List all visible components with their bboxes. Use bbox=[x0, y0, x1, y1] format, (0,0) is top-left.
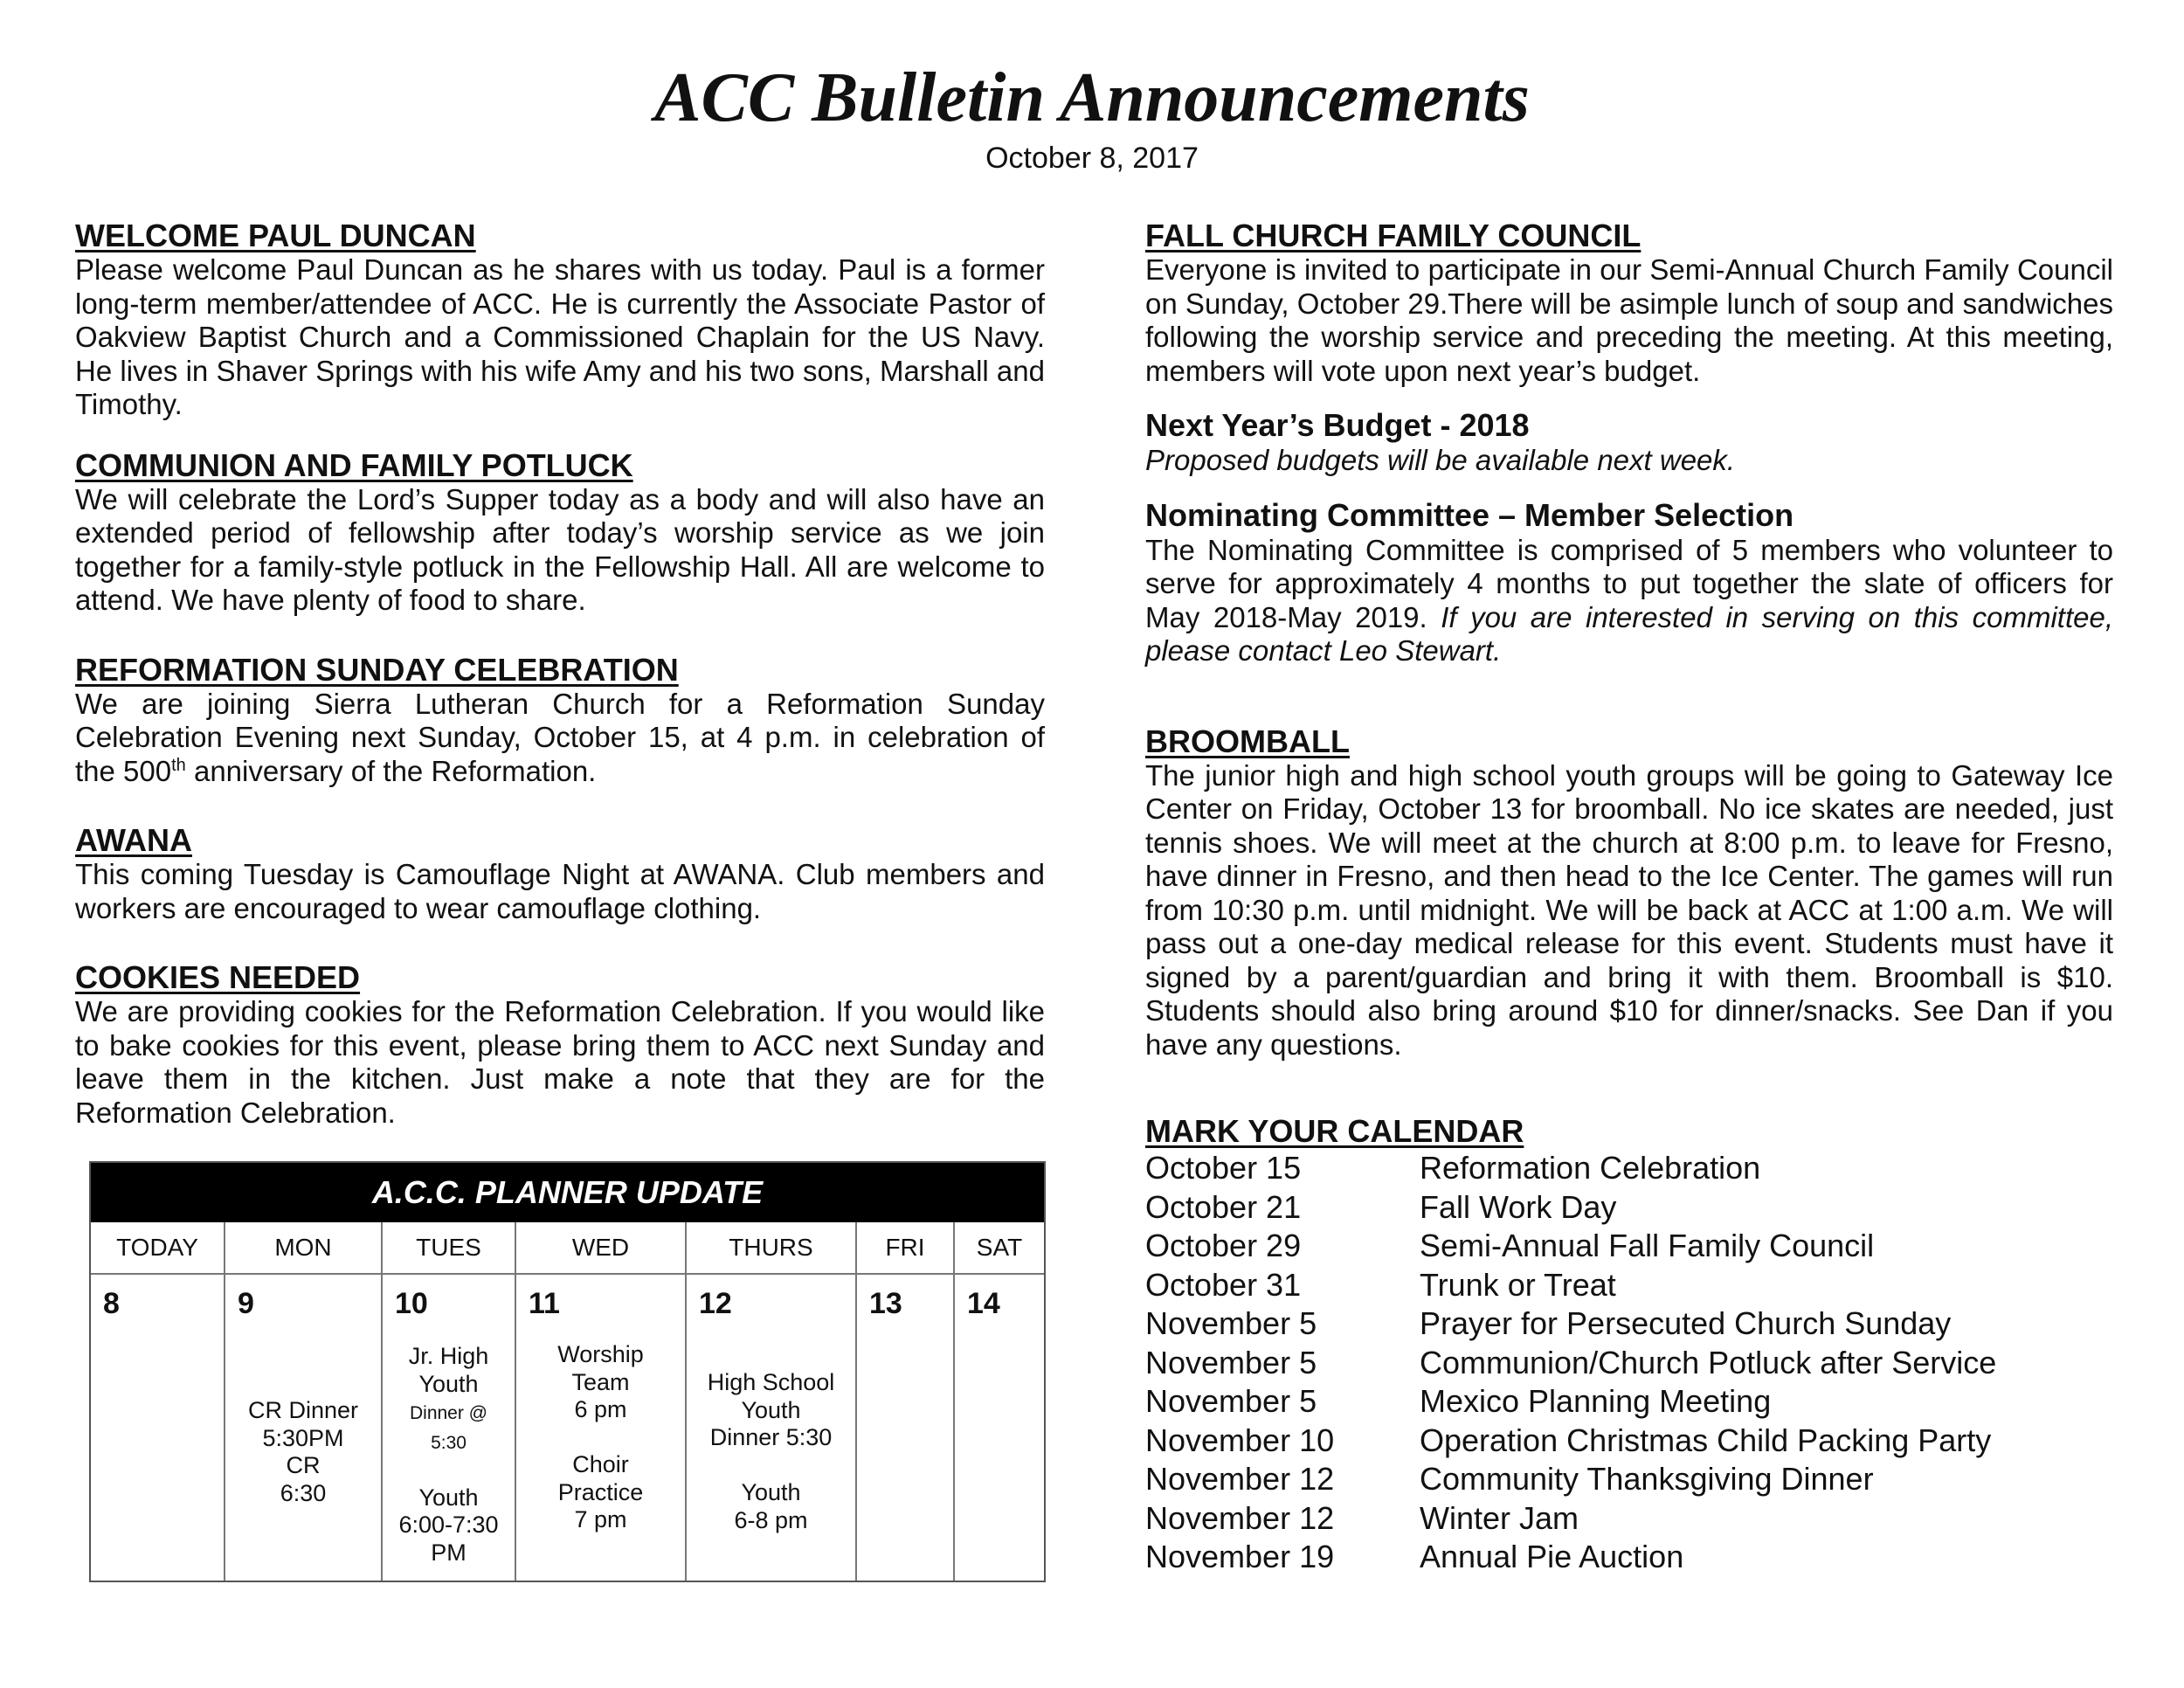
planner-day-number: 12 bbox=[699, 1287, 732, 1320]
calendar-event: Reformation Celebration bbox=[1420, 1150, 1761, 1186]
calendar-date: October 21 bbox=[1145, 1188, 1302, 1225]
welcome-heading: WELCOME PAUL DUNCAN bbox=[75, 218, 476, 253]
right-column bbox=[1145, 218, 2113, 1577]
calendar-row bbox=[1145, 1149, 2113, 1188]
calendar-row bbox=[1145, 1304, 2113, 1344]
planner-day-mon bbox=[225, 1222, 383, 1581]
planner-day-number: 13 bbox=[869, 1287, 902, 1320]
welcome-body: Please welcome Paul Duncan as he shares with us today. Paul is a former long-term member/attendee of ACC. He is currently the Associate Pastor of Oakview Baptist Church and a Commissioned Chaplain for the US Navy. He lives in Shaver Springs with his wife Amy and his two sons, Marshall and Timothy. bbox=[75, 253, 1045, 420]
planner-day-label: TODAY bbox=[91, 1222, 224, 1275]
calendar-event: Winter Jam bbox=[1420, 1499, 1579, 1536]
calendar-date: November 12 bbox=[1145, 1461, 1335, 1497]
calendar-event: Semi-Annual Fall Family Council bbox=[1420, 1228, 1875, 1263]
nominating-body: The Nominating Committee is comprised of 5 members who volunteer to serve for approximately 4 months to put together the slate of officers for May 2018-May 2019. If you are interested in serving on this committee, please contact Leo Stewart. bbox=[1145, 533, 2113, 667]
calendar-event: Communion/Church Potluck after Service bbox=[1420, 1344, 1997, 1380]
awana-heading: AWANA bbox=[75, 822, 192, 858]
calendar-date: November 10 bbox=[1145, 1422, 1335, 1458]
calendar-event: Mexico Planning Meeting bbox=[1420, 1383, 1772, 1419]
planner-note: Jr. High Youth Dinner @ 5:30 Youth 6:00-7:30 PM bbox=[398, 1343, 499, 1566]
broomball-section bbox=[1145, 724, 2113, 1062]
planner-day-label: FRI bbox=[857, 1222, 953, 1275]
planner-day-number: 9 bbox=[238, 1287, 254, 1320]
calendar-row bbox=[1145, 1538, 2113, 1577]
council-section bbox=[1145, 218, 2113, 388]
nominating-heading: Nominating Committee – Member Selection bbox=[1145, 496, 1794, 533]
communion-heading: COMMUNION AND FAMILY POTLUCK bbox=[75, 446, 633, 483]
calendar-date: November 19 bbox=[1145, 1539, 1335, 1574]
calendar-heading: MARK YOUR CALENDAR bbox=[1145, 1113, 1524, 1149]
communion-body: We will celebrate the Lord’s Supper today as a body and will also have an extended period of fellowship after today’s worship service as we join together for a family-style potluck in the Fellowship Hall. All are welcome to attend. We have plenty of food to share. bbox=[75, 482, 1045, 616]
nominating-section bbox=[1145, 497, 2113, 668]
planner-day-label: WED bbox=[516, 1222, 685, 1275]
planner-day-label: TUES bbox=[383, 1222, 515, 1275]
planner-day-number: 10 bbox=[395, 1287, 428, 1320]
planner-day-fri bbox=[857, 1222, 955, 1581]
calendar-date: November 5 bbox=[1145, 1305, 1317, 1341]
planner-title: A.C.C. PLANNER UPDATE bbox=[91, 1163, 1044, 1222]
reformation-body: We are joining Sierra Lutheran Church for a Reformation Sunday Celebration Evening next Sunday, October 15, at 4 p.m. in celebration of the 500th anniversary of the Reformation. bbox=[75, 687, 1045, 787]
left-column bbox=[75, 218, 1045, 1130]
planner-note: High School Youth Dinner 5:30 Youth 6-8 pm bbox=[707, 1369, 835, 1533]
broomball-heading: BROOMBALL bbox=[1145, 723, 1350, 759]
calendar-row bbox=[1145, 1227, 2113, 1266]
calendar-row bbox=[1145, 1266, 2113, 1305]
bulletin-date: October 8, 2017 bbox=[985, 142, 1199, 175]
reformation-section bbox=[75, 653, 1045, 789]
calendar-date: October 15 bbox=[1145, 1150, 1302, 1186]
bulletin-title: ACC Bulletin Announcements bbox=[654, 59, 1530, 136]
calendar-date: October 31 bbox=[1145, 1266, 1302, 1303]
budget-heading: Next Year’s Budget - 2018 bbox=[1145, 407, 1530, 443]
calendar-date: November 5 bbox=[1145, 1383, 1317, 1419]
calendar-section bbox=[1145, 1114, 2113, 1577]
calendar-event: Trunk or Treat bbox=[1420, 1266, 1616, 1303]
planner-table bbox=[89, 1161, 1046, 1582]
planner-day-label: MON bbox=[225, 1222, 381, 1275]
calendar-row bbox=[1145, 1499, 2113, 1539]
planner-day-wed bbox=[516, 1222, 687, 1581]
cookies-body: We are providing cookies for the Reformation Celebration. If you would like to bake cookies for this event, please bring them to ACC next Sunday and leave them in the kitchen. Just make a note that they are for the Reformation Celebration. bbox=[75, 995, 1045, 1129]
budget-section bbox=[1145, 407, 2113, 478]
planner-day-thurs bbox=[687, 1222, 857, 1581]
awana-section bbox=[75, 823, 1045, 925]
communion-section bbox=[75, 448, 1045, 618]
calendar-list bbox=[1145, 1149, 2113, 1577]
calendar-date: November 12 bbox=[1145, 1499, 1335, 1536]
cookies-heading: COOKIES NEEDED bbox=[75, 959, 361, 995]
cookies-section bbox=[75, 960, 1045, 1130]
calendar-date: October 29 bbox=[1145, 1228, 1302, 1263]
calendar-row bbox=[1145, 1460, 2113, 1499]
planner-day-label: SAT bbox=[955, 1222, 1044, 1275]
calendar-row bbox=[1145, 1188, 2113, 1228]
calendar-event: Fall Work Day bbox=[1420, 1188, 1617, 1225]
planner-day-label: THURS bbox=[687, 1222, 855, 1275]
planner-note: Worship Team 6 pm Choir Practice 7 pm bbox=[557, 1341, 644, 1532]
planner-day-number: 8 bbox=[103, 1287, 120, 1320]
calendar-row bbox=[1145, 1422, 2113, 1461]
reformation-heading: REFORMATION SUNDAY CELEBRATION bbox=[75, 651, 679, 688]
welcome-section bbox=[75, 218, 1045, 422]
planner-day-sat bbox=[955, 1222, 1044, 1581]
calendar-event: Prayer for Persecuted Church Sunday bbox=[1420, 1305, 1952, 1341]
broomball-body: The junior high and high school youth groups will be going to Gateway Ice Center on Friday, October 13 for broomball. No ice skates are needed, just tennis shoes. We will meet at the church at 8:00 p.m. to leave for Fresno, have dinner in Fresno, and then head to the Ice Center. The games will run from 10:30 p.m. until midnight. We will be back at ACC at 1:00 a.m. We will pass out a one-day medical release for this event. Students must have it signed by a parent/guardian and bring it with them. Broomball is $10. Students should also bring around $10 for dinner/snacks. See Dan if you have any questions. bbox=[1145, 758, 2113, 1061]
calendar-date: November 5 bbox=[1145, 1344, 1317, 1380]
budget-body: Proposed budgets will be available next week. bbox=[1145, 444, 1736, 476]
planner-note: CR Dinner 5:30PM CR 6:30 bbox=[247, 1397, 359, 1506]
planner-day-number: 11 bbox=[529, 1287, 560, 1320]
council-body: Everyone is invited to participate in our Semi-Annual Church Family Council on Sunday, October 29.There will be asimple lunch of soup and sandwiches following the worship service and preceding the meeting. At this meeting, members will vote upon next year’s budget. bbox=[1145, 253, 2113, 387]
calendar-event: Operation Christmas Child Packing Party bbox=[1420, 1422, 1992, 1458]
awana-body: This coming Tuesday is Camouflage Night at AWANA. Club members and workers are encouraged to wear camouflage clothing. bbox=[75, 858, 1045, 924]
planner-day-tues bbox=[383, 1222, 516, 1581]
calendar-row bbox=[1145, 1382, 2113, 1422]
planner-grid bbox=[91, 1222, 1044, 1581]
calendar-row bbox=[1145, 1344, 2113, 1383]
planner-day-number: 14 bbox=[967, 1287, 1000, 1320]
council-heading: FALL CHURCH FAMILY COUNCIL bbox=[1145, 218, 1641, 253]
planner-day-today bbox=[91, 1222, 225, 1581]
calendar-event: Community Thanksgiving Dinner bbox=[1420, 1461, 1874, 1497]
calendar-event: Annual Pie Auction bbox=[1420, 1539, 1684, 1574]
